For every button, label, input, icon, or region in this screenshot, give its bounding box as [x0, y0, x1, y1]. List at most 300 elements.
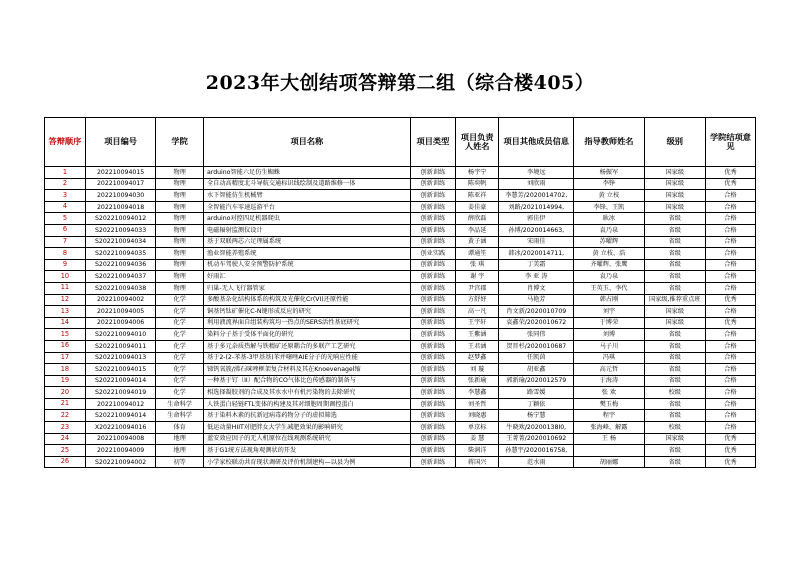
cell-college: 地理 [156, 433, 204, 445]
cell-college: 物理 [156, 167, 204, 179]
cell-leader-name: 谭通笙 [456, 248, 499, 260]
cell-order: 23 [45, 422, 86, 434]
cell-project-name: 全智能汽车零速巡游平台 [203, 201, 410, 213]
cell-leader-name: 高一凡 [456, 306, 499, 318]
cell-project-type: 创新训练 [410, 387, 455, 399]
cell-other-members: 张同伟 [499, 329, 574, 341]
cell-project-type: 创新训练 [410, 398, 455, 410]
cell-college-opinion: 合格 [705, 375, 755, 387]
table-row [45, 398, 756, 410]
col-header-project-id: 项目编号 [85, 118, 155, 167]
table-row [45, 201, 756, 213]
cell-project-type: 创新训练 [410, 329, 455, 341]
cell-leader-name: 蒋国兴 [456, 456, 499, 468]
cell-project-name: 锑钒氧簇/沸石咪唑框架复合材料及其在Knoevenagel缩 [203, 364, 410, 376]
cell-college: 物理 [156, 248, 204, 260]
cell-college: 化学 [156, 352, 204, 364]
cell-level: 校级 [644, 387, 705, 399]
cell-project-name: 相选择凝胶剂的合成及其水水中有机污染物的去除研究 [203, 387, 410, 399]
cell-college: 物理 [156, 259, 204, 271]
table-row [45, 387, 756, 399]
cell-college: 化学 [156, 387, 204, 399]
cell-order: 3 [45, 190, 86, 202]
cell-project-name: 染料分子基于受体平面化的研究 [203, 329, 410, 341]
cell-college: 初等 [156, 456, 204, 468]
cell-other-members: 范水雨 [499, 456, 574, 468]
cell-project-id: S202210094013 [85, 352, 155, 364]
cell-project-name: 小学家校联动共育现状调研及评价机制建构—以县为例 [203, 456, 410, 468]
cell-level: 国家级 [644, 306, 705, 318]
cell-project-type: 创新训练 [410, 236, 455, 248]
cell-advisor-name [574, 445, 644, 457]
cell-order: 26 [45, 456, 86, 468]
cell-college-opinion: 合格 [705, 236, 755, 248]
col-header-other-members: 项目其他成员信息 [499, 118, 574, 167]
cell-order: 20 [45, 387, 86, 399]
cell-level: 省级 [644, 329, 705, 341]
cell-level: 省级 [644, 224, 705, 236]
cell-project-type: 创新训练 [410, 317, 455, 329]
cell-leader-name: 黄子涵 [456, 236, 499, 248]
cell-order: 4 [45, 201, 86, 213]
cell-advisor-name: 韩占刚 [574, 294, 644, 306]
cell-project-type: 创新训练 [410, 271, 455, 283]
cell-other-members: 孙博/2020014663, [499, 224, 574, 236]
cell-order: 18 [45, 364, 86, 376]
cell-project-type: 创新训练 [410, 445, 455, 457]
cell-college-opinion: 合格 [705, 340, 755, 352]
cell-project-name: 人铁蛋白轻链FTL变体的构建及其对细胞周期调控蛋白 [203, 398, 410, 410]
cell-college: 物理 [156, 201, 204, 213]
col-header-leader-name: 项目负责人姓名 [456, 118, 499, 167]
cell-advisor-name: 程宇 [574, 410, 644, 422]
table-row [45, 178, 756, 190]
cell-leader-name: 柴润洋 [456, 445, 499, 457]
cell-college-opinion: 优秀 [705, 445, 755, 457]
cell-college: 化学 [156, 375, 204, 387]
cell-level: 省级 [644, 248, 705, 260]
cell-order: 22 [45, 410, 86, 422]
col-header-project-name: 项目名称 [203, 118, 410, 167]
cell-level: 国家级 [644, 201, 705, 213]
cell-advisor-name: 苏曜辉 [574, 236, 644, 248]
cell-other-members: 李慧芳/2020014702, [499, 190, 574, 202]
cell-order: 13 [45, 306, 86, 318]
cell-level: 校级 [644, 422, 705, 434]
cell-leader-name: 杨宇宁 [456, 167, 499, 179]
cell-level: 省级 [644, 364, 705, 376]
cell-level: 国家级 [644, 190, 705, 202]
cell-project-type: 创新训练 [410, 410, 455, 422]
cell-order: 2 [45, 178, 86, 190]
table-row [45, 375, 756, 387]
cell-level: 省级 [644, 271, 705, 283]
cell-college-opinion: 合格 [705, 282, 755, 294]
cell-level: 省级 [644, 375, 705, 387]
cell-project-name: 利用液流界面自组装构筑均一热点的SERS活性基底研究 [203, 317, 410, 329]
cell-leader-name: 王紫涵 [456, 329, 499, 341]
col-header-order: 答辩顺序 [45, 118, 86, 167]
cell-other-members: 胡亚鑫 [499, 364, 574, 376]
table-row [45, 329, 756, 341]
cell-project-name: 电磁辐射监测仪设计 [203, 224, 410, 236]
cell-other-members: 王菁菁/2020010692 [499, 433, 574, 445]
cell-project-id: S202210094036 [85, 259, 155, 271]
cell-project-type: 创业实践 [410, 248, 455, 260]
cell-order: 12 [45, 294, 86, 306]
cell-leader-name: 薛欣磊 [456, 213, 499, 225]
table-row [45, 294, 756, 306]
table-row [45, 213, 756, 225]
cell-college: 物理 [156, 178, 204, 190]
table-body [45, 167, 756, 468]
cell-project-id: S202210094015 [85, 364, 155, 376]
cell-project-id: S202210094033 [85, 224, 155, 236]
cell-other-members: 宋雨佳 [499, 236, 574, 248]
cell-project-type: 创新训练 [410, 375, 455, 387]
cell-project-type: 创新训练 [410, 456, 455, 468]
cell-project-name: 好雨汇 [203, 271, 410, 283]
cell-college-opinion: 优秀 [705, 294, 755, 306]
cell-project-name: 多酸基杂化结构体系的构筑及光催化Cr(VI)还原性能 [203, 294, 410, 306]
cell-advisor-name: 耿冰 [574, 213, 644, 225]
cell-project-id: 202210094018 [85, 201, 155, 213]
cell-level: 省级 [644, 445, 705, 457]
cell-college-opinion: 合格 [705, 224, 755, 236]
cell-other-members: 杨宁慧 [499, 410, 574, 422]
table-row [45, 317, 756, 329]
cell-other-members: 郭佳伊 [499, 213, 574, 225]
cell-project-type: 创新训练 [410, 433, 455, 445]
cell-order: 8 [45, 248, 86, 260]
cell-level: 省级 [644, 282, 705, 294]
cell-college: 化学 [156, 306, 204, 318]
col-header-college: 学院 [156, 118, 204, 167]
cell-project-name: 基于G1统方法视角观测状的开发 [203, 445, 410, 457]
page-title: 2023年大创结项答辩第二组（综合楼405） [205, 72, 595, 94]
cell-other-members: 牛晓欢/20200138I0, [499, 422, 574, 434]
cell-project-id: 202210094005 [85, 306, 155, 318]
cell-project-type: 创新训练 [410, 282, 455, 294]
cell-project-id: 202210094006 [85, 317, 155, 329]
table-row [45, 224, 756, 236]
cell-advisor-name: 张 欢 [574, 387, 644, 399]
cell-leader-name: 赵梦鑫 [456, 352, 499, 364]
cell-leader-name: 姜佳豪 [456, 201, 499, 213]
cell-advisor-name: 袁乃泉 [574, 224, 644, 236]
cell-advisor-name: 刘宇 [574, 306, 644, 318]
cell-level: 省级 [644, 456, 705, 468]
cell-advisor-name: 于海涛 [574, 375, 644, 387]
table-row [45, 236, 756, 248]
cell-project-name: 蓝安效应因子的无人机原位在线观测系统研究 [203, 433, 410, 445]
cell-project-id: 202210094012 [85, 398, 155, 410]
cell-advisor-name: 李锋、王凯 [574, 201, 644, 213]
table-row [45, 259, 756, 271]
cell-project-type: 创新训练 [410, 340, 455, 352]
cell-college-opinion: 合格 [705, 352, 755, 364]
cell-college-opinion: 合格 [705, 364, 755, 376]
cell-advisor-name: 袁乃泉 [574, 271, 644, 283]
cell-other-members: 郭新瑜/2020012579 [499, 375, 574, 387]
cell-advisor-name: 胡丽娜 [574, 456, 644, 468]
cell-project-id: S202210094034 [85, 236, 155, 248]
cell-project-name: 铜基钙钛矿催化C-N键形成反应的研究 [203, 306, 410, 318]
cell-project-type: 创新训练 [410, 224, 455, 236]
cell-leader-name: 刘 璇 [456, 364, 499, 376]
cell-college: 物理 [156, 271, 204, 283]
cell-other-members: 李境远 [499, 167, 574, 179]
cell-order: 17 [45, 352, 86, 364]
col-header-level: 级别 [644, 118, 705, 167]
cell-other-members: 李 亚 涛 [499, 271, 574, 283]
cell-other-members: 刘路/2021014994, [499, 201, 574, 213]
cell-advisor-name: 王英玉、李代 [574, 282, 644, 294]
table-row [45, 422, 756, 434]
col-header-project-type: 项目类型 [410, 118, 455, 167]
table-row [45, 445, 756, 457]
cell-order: 16 [45, 340, 86, 352]
cell-college-opinion: 优秀 [705, 178, 755, 190]
cell-project-id: X202210094016 [85, 422, 155, 434]
table-row [45, 364, 756, 376]
cell-college: 物理 [156, 282, 204, 294]
cell-project-type: 创新训练 [410, 294, 455, 306]
cell-leader-name: 王君涵 [456, 340, 499, 352]
cell-project-id: S202210094014 [85, 410, 155, 422]
cell-leader-name: 刘晓惠 [456, 410, 499, 422]
table-row [45, 410, 756, 422]
cell-college-opinion: 合格 [705, 259, 755, 271]
cell-project-type: 创新训练 [410, 422, 455, 434]
cell-project-type: 创新训练 [410, 167, 455, 179]
table-row [45, 433, 756, 445]
cell-project-name: 低运动量HIIT对肥胖女大学生减肥效果的影响研究 [203, 422, 410, 434]
cell-project-name: 基于双联两芯六足理属系统 [203, 236, 410, 248]
table-header [45, 118, 756, 167]
cell-college: 地理 [156, 445, 204, 457]
cell-college: 生命科学 [156, 410, 204, 422]
cell-order: 21 [45, 398, 86, 410]
cell-order: 24 [45, 433, 86, 445]
table-row [45, 306, 756, 318]
cell-order: 6 [45, 224, 86, 236]
cell-college-opinion: 合格 [705, 248, 755, 260]
cell-other-members: 贺晋杉/2020010687 [499, 340, 574, 352]
cell-other-members: 肖文新/2020010709 [499, 306, 574, 318]
cell-project-type: 创新训练 [410, 190, 455, 202]
cell-college-opinion: 合格 [705, 213, 755, 225]
cell-college-opinion: 合格 [705, 201, 755, 213]
cell-college: 体育 [156, 422, 204, 434]
cell-project-name: 基于2-(2-苯基-3甲基基)苯并噻唑AIE分子的光响应性能 [203, 352, 410, 364]
cell-project-name: arduino智能六足仿生蜘蛛 [203, 167, 410, 179]
cell-project-id: 202210094002 [85, 294, 155, 306]
cell-advisor-name: 黄 立枝 [574, 190, 644, 202]
cell-project-type: 创新训练 [410, 259, 455, 271]
cell-level: 省级 [644, 410, 705, 422]
cell-project-type: 创新训练 [410, 364, 455, 376]
cell-college-opinion: 优秀 [705, 456, 755, 468]
cell-project-name: 基于染料木素的抗新冠病毒药物分子的虚拟筛选 [203, 410, 410, 422]
cell-leader-name: 尹宫郡 [456, 282, 499, 294]
cell-college-opinion: 优秀 [705, 317, 755, 329]
cell-college: 化学 [156, 329, 204, 341]
table-row [45, 282, 756, 294]
cell-leader-name: 陈亚祥 [456, 190, 499, 202]
cell-project-id: S202210094035 [85, 248, 155, 260]
cell-project-type: 创新训练 [410, 213, 455, 225]
cell-advisor-name: 李铮 [574, 178, 644, 190]
cell-project-name: 归巢-无人飞行器管家 [203, 282, 410, 294]
table-header-row [45, 118, 756, 167]
cell-other-members: 肖博文 [499, 282, 574, 294]
cell-college-opinion: 合格 [705, 422, 755, 434]
cell-leader-name: 方舒妤 [456, 294, 499, 306]
col-header-advisor-name: 指导教师姓名 [574, 118, 644, 167]
table-row [45, 190, 756, 202]
cell-project-id: 202210094030 [85, 190, 155, 202]
cell-advisor-name: 马子川 [574, 340, 644, 352]
defense-schedule-table [44, 117, 756, 468]
defense-schedule-table-wrapper [44, 117, 756, 468]
cell-order: 9 [45, 259, 86, 271]
cell-level: 省级 [644, 213, 705, 225]
cell-project-id: S202210094014 [85, 375, 155, 387]
cell-project-name: 渔业智能养殖系统 [203, 248, 410, 260]
cell-advisor-name: 张海峰、解露 [574, 422, 644, 434]
cell-other-members: 韩冰/2020014711, [499, 248, 574, 260]
cell-project-id: S202210094038 [85, 282, 155, 294]
cell-project-name: 机动车驾驶人安全预警防护系统 [203, 259, 410, 271]
cell-order: 11 [45, 282, 86, 294]
cell-project-name: 基于多元杂质热解与铁精矿还原耦合的多联产工艺研究 [203, 340, 410, 352]
cell-level: 省级 [644, 259, 705, 271]
cell-other-members: 丁美霜 [499, 259, 574, 271]
cell-other-members: 任凯茵 [499, 352, 574, 364]
cell-level: 国家级,推荐重点班 [644, 294, 705, 306]
cell-advisor-name: 黄 立枝、浩 [574, 248, 644, 260]
cell-project-name: 一种基于钌（II）配合物的CO气体比色传感器的制备与 [203, 375, 410, 387]
cell-leader-name: 谢 宇 [456, 271, 499, 283]
cell-order: 14 [45, 317, 86, 329]
cell-level: 国家级 [644, 167, 705, 179]
table-row [45, 352, 756, 364]
cell-college: 化学 [156, 340, 204, 352]
cell-project-name: 全自动高精度北斗导航交通标识线绘制及道路维修一体 [203, 178, 410, 190]
cell-project-id: S202210094037 [85, 271, 155, 283]
cell-level: 国家级 [644, 317, 705, 329]
table-row [45, 456, 756, 468]
cell-project-name: arduino对控四足机器爬虫 [203, 213, 410, 225]
cell-college: 化学 [156, 364, 204, 376]
cell-advisor-name: 冯琪 [574, 352, 644, 364]
cell-college-opinion: 合格 [705, 329, 755, 341]
cell-college-opinion: 优秀 [705, 433, 755, 445]
cell-leader-name: 姜 慧 [456, 433, 499, 445]
table-row [45, 340, 756, 352]
cell-project-type: 创新训练 [410, 178, 455, 190]
cell-order: 25 [45, 445, 86, 457]
cell-project-id: S202210094002 [85, 456, 155, 468]
cell-college-opinion: 合格 [705, 410, 755, 422]
cell-leader-name: 王宇轩 [456, 317, 499, 329]
cell-college: 化学 [156, 294, 204, 306]
cell-order: 7 [45, 236, 86, 248]
cell-college-opinion: 优秀 [705, 167, 755, 179]
cell-project-name: 水下智能仿生机械臂 [203, 190, 410, 202]
cell-order: 5 [45, 213, 86, 225]
cell-advisor-name: 王 杨 [574, 433, 644, 445]
cell-level: 省级 [644, 398, 705, 410]
cell-other-members: 马艳芳 [499, 294, 574, 306]
cell-level: 国家级 [644, 178, 705, 190]
cell-college: 生命科学 [156, 398, 204, 410]
cell-leader-name: 李慧鑫 [456, 387, 499, 399]
cell-project-id: 202210094009 [85, 445, 155, 457]
cell-advisor-name: 于博荣 [574, 317, 644, 329]
cell-project-id: S202210094012 [85, 213, 155, 225]
cell-order: 10 [45, 271, 86, 283]
cell-project-id: 202210094015 [85, 167, 155, 179]
cell-college-opinion: 合格 [705, 190, 755, 202]
cell-leader-name: 李品延 [456, 224, 499, 236]
cell-project-id: S202210094011 [85, 340, 155, 352]
cell-project-type: 创新训练 [410, 352, 455, 364]
cell-leader-name: 刘圣哲 [456, 398, 499, 410]
cell-level: 国家级 [644, 433, 705, 445]
cell-leader-name: 张 琪 [456, 259, 499, 271]
cell-order: 1 [45, 167, 86, 179]
cell-project-id: 202210094017 [85, 178, 155, 190]
table-row [45, 271, 756, 283]
cell-advisor-name: 高元哲 [574, 364, 644, 376]
col-header-college-opinion: 学院结项意见 [705, 118, 755, 167]
cell-college: 化学 [156, 317, 204, 329]
cell-order: 15 [45, 329, 86, 341]
cell-project-type: 创新训练 [410, 201, 455, 213]
cell-college-opinion: 合格 [705, 306, 755, 318]
cell-college: 物理 [156, 190, 204, 202]
cell-college-opinion: 合格 [705, 387, 755, 399]
cell-project-id: S202210094010 [85, 329, 155, 341]
cell-other-members: 丁颖依 [499, 398, 574, 410]
cell-order: 19 [45, 375, 86, 387]
cell-advisor-name: 齐曜辉、张鹰 [574, 259, 644, 271]
cell-leader-name: 陈奕帆 [456, 178, 499, 190]
cell-college: 物理 [156, 213, 204, 225]
cell-level: 省级 [644, 236, 705, 248]
cell-college: 物理 [156, 236, 204, 248]
cell-other-members: 袁鑫荣/2020010672 [499, 317, 574, 329]
cell-other-members: 路雪媛 [499, 387, 574, 399]
cell-advisor-name: 樊玉梅 [574, 398, 644, 410]
cell-project-id: S202210094019 [85, 387, 155, 399]
cell-other-members: 刘欣雨 [499, 178, 574, 190]
cell-leader-name: 单京标 [456, 422, 499, 434]
cell-project-id: 202210094008 [85, 433, 155, 445]
cell-college-opinion: 合格 [705, 271, 755, 283]
cell-advisor-name: 杨振军 [574, 167, 644, 179]
cell-college: 物理 [156, 224, 204, 236]
cell-other-members: 孙慧宇/2020016758, [499, 445, 574, 457]
cell-college-opinion: 合格 [705, 398, 755, 410]
cell-project-type: 创新训练 [410, 306, 455, 318]
cell-level: 省级 [644, 340, 705, 352]
table-row [45, 167, 756, 179]
cell-level: 省级 [644, 352, 705, 364]
cell-leader-name: 张新瑜 [456, 375, 499, 387]
